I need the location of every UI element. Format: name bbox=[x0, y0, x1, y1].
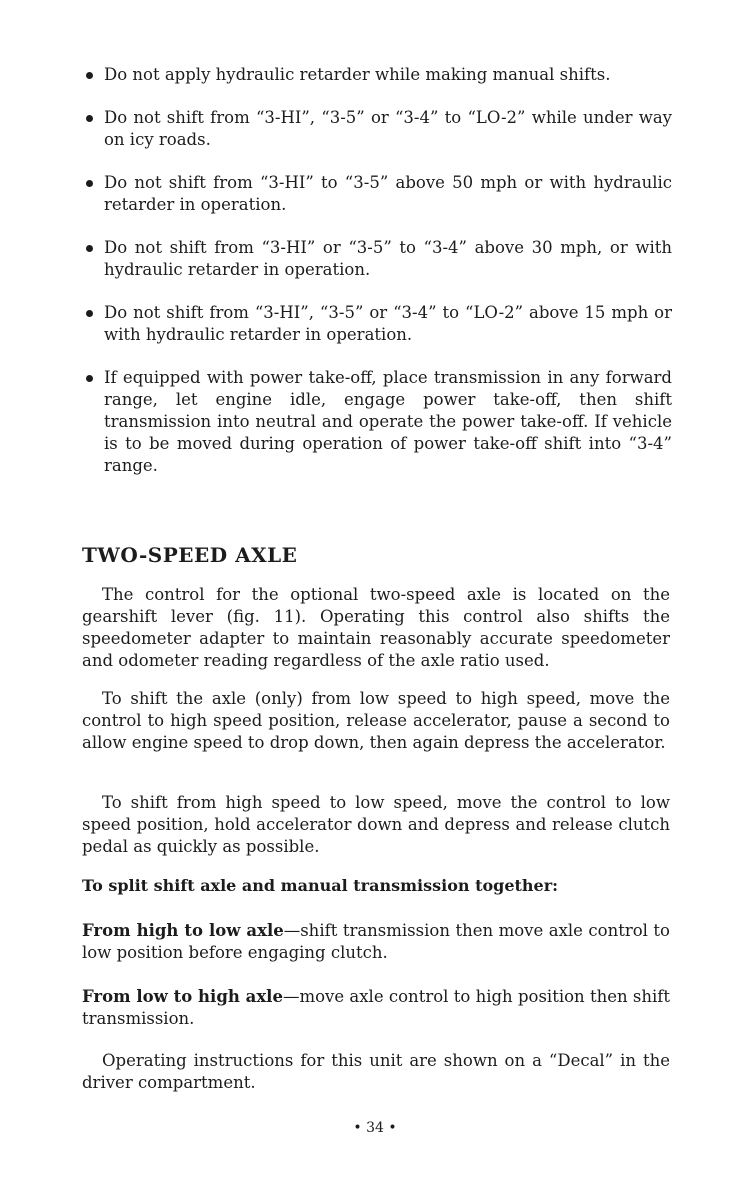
high-to-low-axle-instruction bbox=[82, 920, 670, 964]
bullet-item bbox=[82, 367, 672, 477]
low-to-high-paragraph: To shift the axle (only) from low speed to high speed, move the control to high speed position, release accelerator, pause a second to allow engine speed to drop down, then again depress the accelerator. bbox=[82, 689, 670, 752]
bullet-item bbox=[82, 172, 672, 216]
bullet-item bbox=[82, 237, 672, 281]
bullet-dot-icon bbox=[86, 310, 93, 317]
axle-control-paragraph: The control for the optional two-speed axle is located on the gearshift lever (fig. 11). Operating this control also shifts the speedometer adapter to maintain reasonably accurate speedometer and odometer reading regardless of the axle ratio used. bbox=[82, 585, 670, 670]
bullet-item bbox=[82, 64, 672, 86]
split-shift-subheading: To split shift axle and manual transmission together: bbox=[82, 876, 559, 895]
decal-note-paragraph: Operating instructions for this unit are shown on a “Decal” in the driver compartment. bbox=[82, 1051, 670, 1092]
page-number: • 34 • bbox=[353, 1120, 397, 1136]
bullet-text: Do not shift from “3-HI”, “3-5” or “3-4” to “LO-2” while under way on icy roads. bbox=[104, 108, 672, 149]
bullet-text: Do not shift from “3-HI”, “3-5” or “3-4” to “LO-2” above 15 mph or with hydraulic retarder in operation. bbox=[104, 303, 672, 344]
section-heading: TWO-SPEED AXLE bbox=[82, 543, 298, 567]
bullet-text: Do not shift from “3-HI” or “3-5” to “3-4” above 30 mph, or with hydraulic retarder in operation. bbox=[104, 238, 672, 279]
bullet-text: If equipped with power take-off, place transmission in any forward range, let engine idle, engage power take-off, then shift transmission into neutral and operate the power take-off. If vehicle is to be moved during operation of power take-off shift into “3-4” range. bbox=[104, 368, 672, 475]
bullet-dot-icon bbox=[86, 245, 93, 252]
low-to-high-lead: From low to high axle bbox=[82, 987, 283, 1006]
high-to-low-text: —shift transmission then move axle control to low position before engaging clutch. bbox=[82, 921, 670, 962]
high-to-low-lead: From high to low axle bbox=[82, 921, 284, 940]
bullet-item bbox=[82, 302, 672, 346]
bullet-dot-icon bbox=[86, 72, 93, 79]
high-to-low-paragraph: To shift from high speed to low speed, move the control to low speed position, hold accelerator down and depress and release clutch pedal as quickly as possible. bbox=[82, 793, 670, 856]
bullet-item bbox=[82, 107, 672, 151]
low-to-high-axle-instruction bbox=[82, 986, 670, 1030]
bullet-text: Do not shift from “3-HI” to “3-5” above 50 mph or with hydraulic retarder in operation. bbox=[104, 173, 672, 214]
bullet-dot-icon bbox=[86, 180, 93, 187]
shift-warnings-list bbox=[82, 64, 672, 498]
bullet-text: Do not apply hydraulic retarder while making manual shifts. bbox=[104, 65, 611, 84]
low-to-high-text: —move axle control to high position then shift transmission. bbox=[82, 987, 670, 1028]
bullet-dot-icon bbox=[86, 375, 93, 382]
bullet-dot-icon bbox=[86, 115, 93, 122]
